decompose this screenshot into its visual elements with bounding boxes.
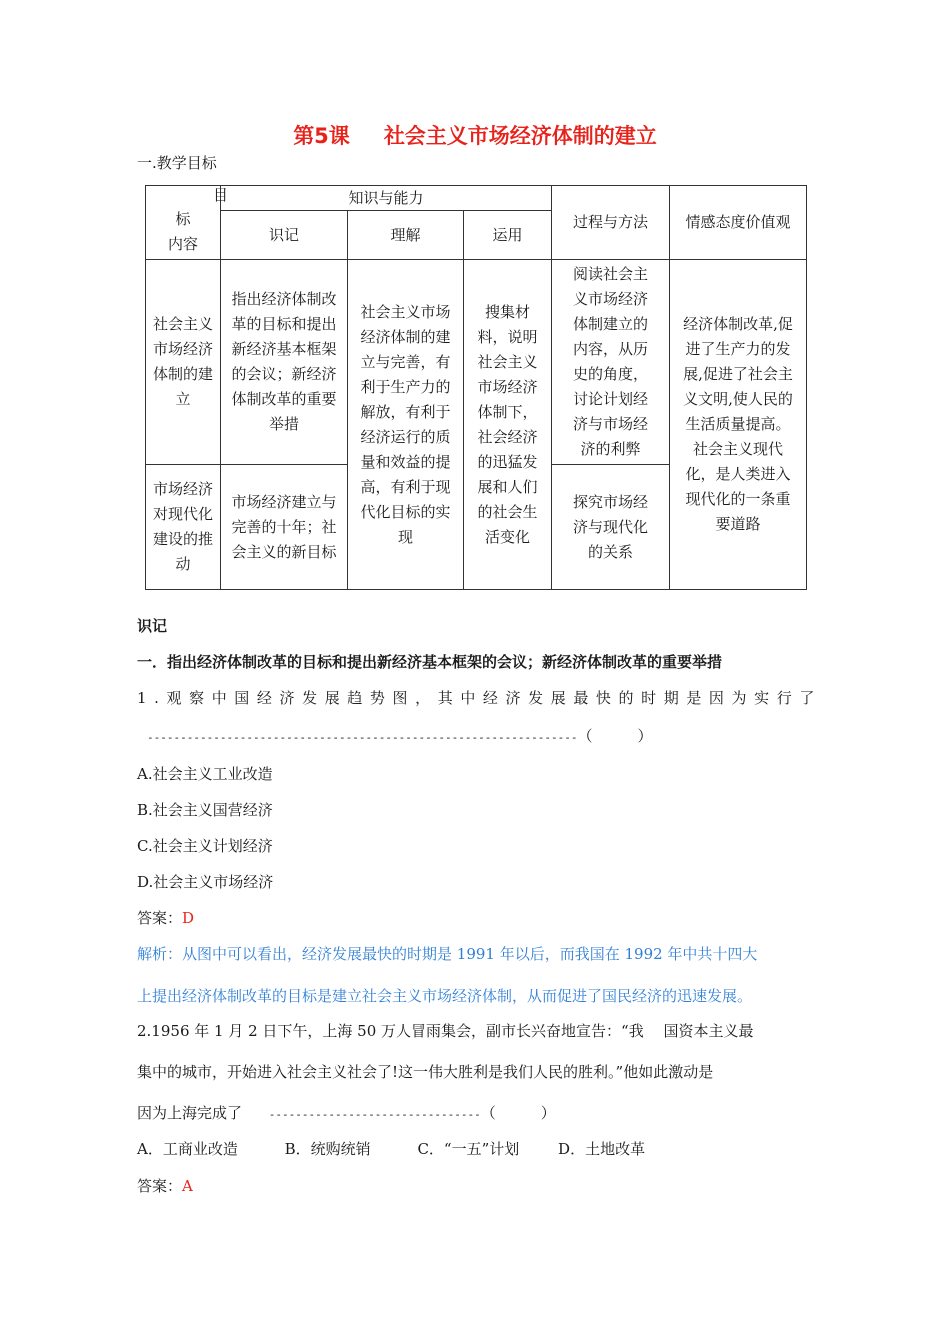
subheader-lijie: 理解 (348, 211, 464, 260)
q1-analysis-line1: 解析：从图中可以看出，经济发展最快的时期是 1991 年以后，而我国在 1992 年中共十四大 (137, 945, 758, 963)
q2-line1: 2.1956 年 1 月 2 日下午，上海 50 万人冒雨集会，副市长兴奋地宣告：“我 国资本主义最 (137, 1022, 754, 1040)
goals-table (145, 185, 807, 590)
row1-content: 社会主义市场经济体制的建立 (146, 260, 221, 465)
q2-option-b: B．统购统销 (284, 1140, 371, 1158)
q2-options (137, 1138, 645, 1159)
q2-line3 (137, 1102, 556, 1123)
row2-process: 探究市场经济与现代化的关系 (552, 465, 670, 590)
header-biao-neirong (146, 186, 221, 260)
subheader-yunyong: 运用 (464, 211, 552, 260)
row1-process: 阅读社会主义市场经济体制建立的内容，从历史的角度，讨论计划经济与市场经济的利弊 (552, 260, 670, 465)
q2-answer-label: 答案： (137, 1177, 183, 1195)
q2-option-d: D．土地改革 (558, 1140, 646, 1158)
subheader-shiji: 识记 (221, 211, 348, 260)
lijie-cell: 社会主义市场经济体制的建立与完善，有利于生产力的解放，有利于经济运行的质量和效益的提高，有利于现代化目标的实现 (348, 260, 464, 590)
q1-option-d: D.社会主义市场经济 (137, 873, 274, 891)
row2-shiji: 市场经济建立与完善的十年；社会主义的新目标 (221, 465, 348, 590)
q2-line2: 集中的城市，开始进入社会主义社会了!这一伟大胜利是我们人民的胜利。”他如此激动是 (137, 1063, 714, 1081)
q2-answer-value: A (182, 1177, 193, 1195)
header-knowledge-label: 知识与能力 (348, 189, 424, 207)
yunyong-cell: 搜集材料，说明社会主义市场经济体制下，社会经济的迅猛发展和人们的社会生活变化 (464, 260, 552, 590)
lesson-number: 第5课 (293, 124, 350, 148)
header-biao: 标 (175, 209, 191, 228)
row1-shiji: 指出经济体制改革的目标和提出新经济基本框架的会议；新经济体制改革的重要举措 (221, 260, 348, 465)
q1-option-c: C.社会主义计划经济 (137, 837, 273, 855)
section-teaching-goals: 一.教学目标 (137, 154, 217, 172)
header-neirong: 内容 (167, 234, 198, 253)
part1-heading: 一．指出经济体制改革的目标和提出新经济基本框架的会议；新经济体制改革的重要举措 (137, 653, 723, 671)
q1-answer (137, 907, 194, 928)
q2-option-a: A．工商业改造 (137, 1140, 238, 1158)
q1-paren: （ ） (577, 727, 653, 745)
q2-paren: （ ） (480, 1104, 556, 1122)
shiji-heading: 识记 (137, 617, 168, 635)
q2-line3-text: 因为上海完成了 (137, 1104, 243, 1122)
header-process: 过程与方法 (552, 186, 670, 260)
lesson-name: 社会主义市场经济体制的建立 (383, 124, 657, 148)
q1-stem-text: 1.观察中国经济发展趋势图，其中经济发展最快的时期是因为实行了 (137, 689, 822, 707)
row2-content: 市场经济对现代化建设的推动 (146, 465, 221, 590)
q1-dashes: ----------------------------------------------------------------- (147, 731, 578, 744)
q1-option-a: A.社会主义工业改造 (137, 765, 273, 783)
q1-stem (137, 687, 822, 708)
lesson-title (0, 120, 950, 150)
q2-dashes: -------------------------------- (268, 1108, 481, 1121)
q1-option-b: B.社会主义国营经济 (137, 801, 273, 819)
header-mu: 目 (213, 186, 229, 204)
q1-answer-value: D (182, 909, 195, 927)
emotion-cell: 经济体制改革,促进了生产力的发展,促进了社会主义文明,使人民的生活质量提高。社会主义现代化，是人类进入现代化的一条重要道路 (670, 260, 807, 590)
q2-option-c: C．“一五”计划 (417, 1140, 520, 1158)
header-knowledge (213, 186, 552, 211)
q1-blank (147, 725, 652, 746)
header-emotion: 情感态度价值观 (670, 186, 807, 260)
q1-answer-label: 答案： (137, 909, 183, 927)
q1-analysis-line2: 上提出经济体制改革的目标是建立社会主义市场经济体制，从而促进了国民经济的迅速发展。 (137, 987, 753, 1005)
q2-answer (137, 1175, 193, 1196)
